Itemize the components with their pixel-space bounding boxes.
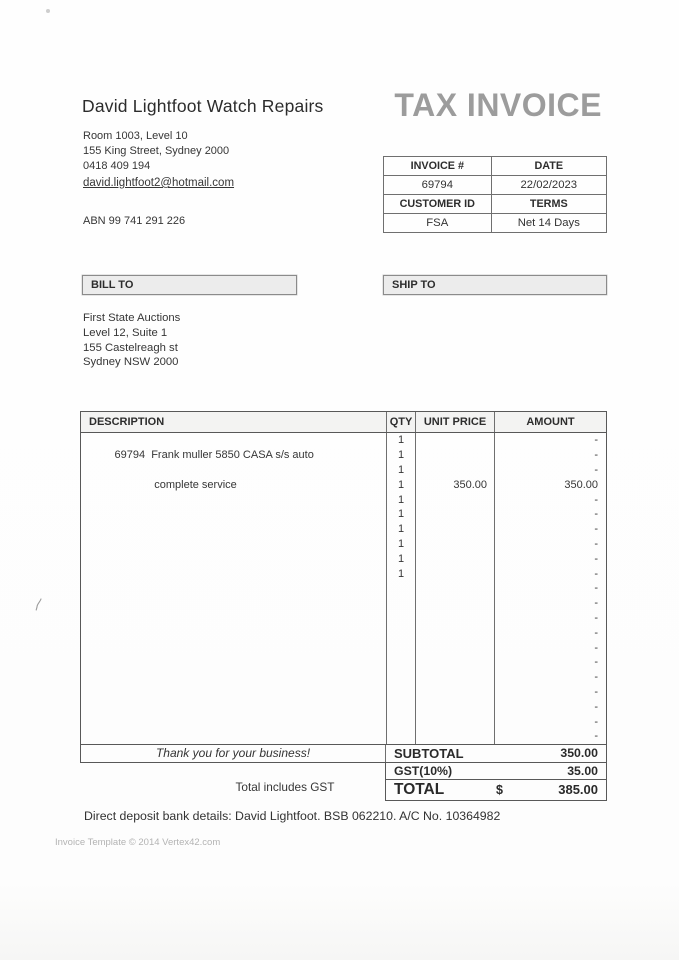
item-amount: -	[494, 448, 606, 463]
item-amount: -	[494, 463, 606, 478]
item-unit-price	[415, 729, 494, 744]
bill-to-label: BILL TO	[91, 279, 134, 291]
item-qty: 1	[386, 477, 415, 492]
item-qty	[386, 699, 415, 714]
item-qty: 1	[386, 551, 415, 566]
item-unit-price	[415, 448, 494, 463]
item-description	[81, 625, 386, 640]
item-description	[81, 522, 386, 537]
item-amount: -	[494, 581, 606, 596]
bill-to-line: First State Auctions	[83, 312, 181, 324]
terms-value: Net 14 Days	[491, 214, 606, 233]
item-qty: 1	[386, 507, 415, 522]
table-row	[81, 507, 606, 522]
item-description	[81, 507, 386, 522]
item-unit-price	[415, 699, 494, 714]
item-amount: -	[494, 625, 606, 640]
item-unit-price	[415, 670, 494, 685]
item-qty	[386, 611, 415, 626]
table-row	[81, 522, 606, 537]
item-amount: -	[494, 640, 606, 655]
item-unit-price	[415, 566, 494, 581]
item-description	[81, 433, 386, 448]
item-amount: -	[494, 492, 606, 507]
table-row	[81, 670, 606, 685]
table-row	[384, 157, 607, 176]
item-unit-price	[415, 507, 494, 522]
seller-abn: ABN 99 741 291 226	[83, 215, 186, 227]
item-description: 69794 Frank muller 5850 CASA s/s auto	[87, 449, 314, 462]
date-value: 22/02/2023	[491, 176, 606, 195]
item-amount: -	[494, 522, 606, 537]
gst-value: 35.00	[567, 763, 598, 778]
item-amount: -	[494, 537, 606, 552]
item-qty: 1	[386, 522, 415, 537]
item-description	[81, 463, 386, 478]
table-row	[81, 611, 606, 626]
gst-label: GST(10%)	[394, 763, 453, 778]
item-unit-price	[415, 522, 494, 537]
company-name: David Lightfoot Watch Repairs	[82, 96, 324, 116]
total-row	[385, 780, 607, 801]
date-label: DATE	[491, 157, 606, 176]
item-description	[81, 729, 386, 744]
bill-to-header	[82, 275, 297, 295]
item-amount: -	[494, 655, 606, 670]
item-amount: 350.00	[494, 477, 606, 492]
thank-you-message: Thank you for your business!	[81, 745, 386, 762]
item-unit-price	[415, 640, 494, 655]
item-unit-price	[415, 714, 494, 729]
table-row	[81, 640, 606, 655]
bill-to-address	[83, 311, 180, 370]
table-row	[384, 214, 607, 233]
item-amount: -	[494, 566, 606, 581]
pen-mark	[33, 597, 45, 618]
table-row	[81, 551, 606, 566]
seller-address-line: 155 King Street, Sydney 2000	[83, 145, 230, 158]
table-row	[81, 655, 606, 670]
invoice-number-label: INVOICE #	[384, 157, 492, 176]
total-value: 385.00	[558, 782, 598, 797]
item-unit-price	[415, 596, 494, 611]
table-row	[81, 537, 606, 552]
item-qty	[386, 640, 415, 655]
subtotal-row	[80, 744, 607, 763]
table-row	[384, 176, 607, 195]
item-qty: 1	[386, 492, 415, 507]
item-unit-price	[415, 611, 494, 626]
item-amount: -	[494, 596, 606, 611]
table-row	[81, 477, 606, 492]
item-description	[81, 492, 386, 507]
item-unit-price: 350.00	[415, 477, 494, 492]
ship-to-header	[383, 275, 607, 295]
page-title: TAX INVOICE	[394, 87, 602, 123]
gst-inclusive-note: Total includes GST	[235, 780, 335, 794]
item-qty: 1	[386, 463, 415, 478]
item-unit-price	[415, 537, 494, 552]
column-header-unit-price: UNIT PRICE	[415, 412, 494, 432]
table-row	[81, 699, 606, 714]
bill-to-line: Level 12, Suite 1	[83, 326, 168, 339]
table-row	[81, 714, 606, 729]
template-credit: Invoice Template © 2014 Vertex42.com	[55, 837, 221, 848]
customer-id-label: CUSTOMER ID	[384, 195, 492, 214]
table-row	[81, 729, 606, 744]
item-amount: -	[494, 507, 606, 522]
ship-to-label: SHIP TO	[392, 279, 436, 291]
item-unit-price	[415, 625, 494, 640]
seller-address-line: Room 1003, Level 10	[83, 130, 188, 142]
items-table	[80, 411, 607, 744]
item-description	[81, 551, 386, 566]
table-row	[81, 433, 606, 448]
item-unit-price	[415, 463, 494, 478]
table-row	[81, 581, 606, 596]
item-qty	[386, 685, 415, 700]
item-description	[81, 670, 386, 685]
table-row	[81, 566, 606, 581]
total-label: TOTAL	[394, 780, 445, 798]
item-description	[81, 537, 386, 552]
item-description	[81, 581, 386, 596]
items-body	[81, 433, 606, 744]
invoice-meta-table	[383, 156, 607, 233]
terms-label: TERMS	[491, 195, 606, 214]
item-description	[81, 685, 386, 700]
table-row	[81, 492, 606, 507]
item-description	[81, 699, 386, 714]
bill-to-line: Sydney NSW 2000	[83, 356, 179, 369]
table-row	[81, 448, 606, 463]
subtotal-cell	[386, 745, 606, 762]
item-qty	[386, 596, 415, 611]
item-unit-price	[415, 685, 494, 700]
item-qty	[386, 729, 415, 744]
invoice-number-value: 69794	[384, 176, 492, 195]
item-description	[81, 655, 386, 670]
item-unit-price	[415, 581, 494, 596]
item-amount: -	[494, 670, 606, 685]
item-qty: 1	[386, 433, 415, 448]
item-description	[81, 611, 386, 626]
customer-id-value: FSA	[384, 214, 492, 233]
subtotal-value: 350.00	[560, 746, 598, 761]
currency-sign: $	[496, 782, 503, 797]
item-qty	[386, 625, 415, 640]
table-row	[81, 625, 606, 640]
item-amount: -	[494, 714, 606, 729]
subtotal-label: SUBTOTAL	[394, 745, 464, 761]
table-row	[81, 685, 606, 700]
item-unit-price	[415, 433, 494, 448]
column-header-qty: QTY	[386, 412, 415, 432]
item-unit-price	[415, 655, 494, 670]
item-qty	[386, 655, 415, 670]
item-description	[81, 566, 386, 581]
item-qty	[386, 581, 415, 596]
item-amount: -	[494, 729, 606, 744]
item-description	[81, 596, 386, 611]
item-qty: 1	[386, 537, 415, 552]
table-row	[81, 596, 606, 611]
item-qty: 1	[386, 448, 415, 463]
seller-address	[83, 129, 229, 175]
column-header-amount: AMOUNT	[494, 412, 606, 432]
column-header-description: DESCRIPTION	[89, 416, 165, 428]
item-qty	[386, 714, 415, 729]
item-amount: -	[494, 551, 606, 566]
item-amount: -	[494, 699, 606, 714]
item-amount: -	[494, 433, 606, 448]
items-table-header	[81, 412, 606, 433]
table-row	[81, 463, 606, 478]
table-row	[384, 195, 607, 214]
item-description	[81, 714, 386, 729]
bill-to-line: 155 Castelreagh st	[83, 341, 178, 354]
item-description: complete service	[87, 478, 237, 491]
item-qty	[386, 670, 415, 685]
item-amount: -	[494, 611, 606, 626]
item-unit-price	[415, 551, 494, 566]
item-description	[81, 640, 386, 655]
scan-speck	[46, 9, 50, 13]
item-qty: 1	[386, 566, 415, 581]
seller-email: david.lightfoot2@hotmail.com	[83, 177, 235, 189]
gst-row	[385, 763, 607, 780]
seller-phone: 0418 409 194	[83, 160, 151, 173]
item-unit-price	[415, 492, 494, 507]
item-amount: -	[494, 685, 606, 700]
bank-details: Direct deposit bank details: David Lightfoot. BSB 062210. A/C No. 10364982	[84, 809, 501, 823]
